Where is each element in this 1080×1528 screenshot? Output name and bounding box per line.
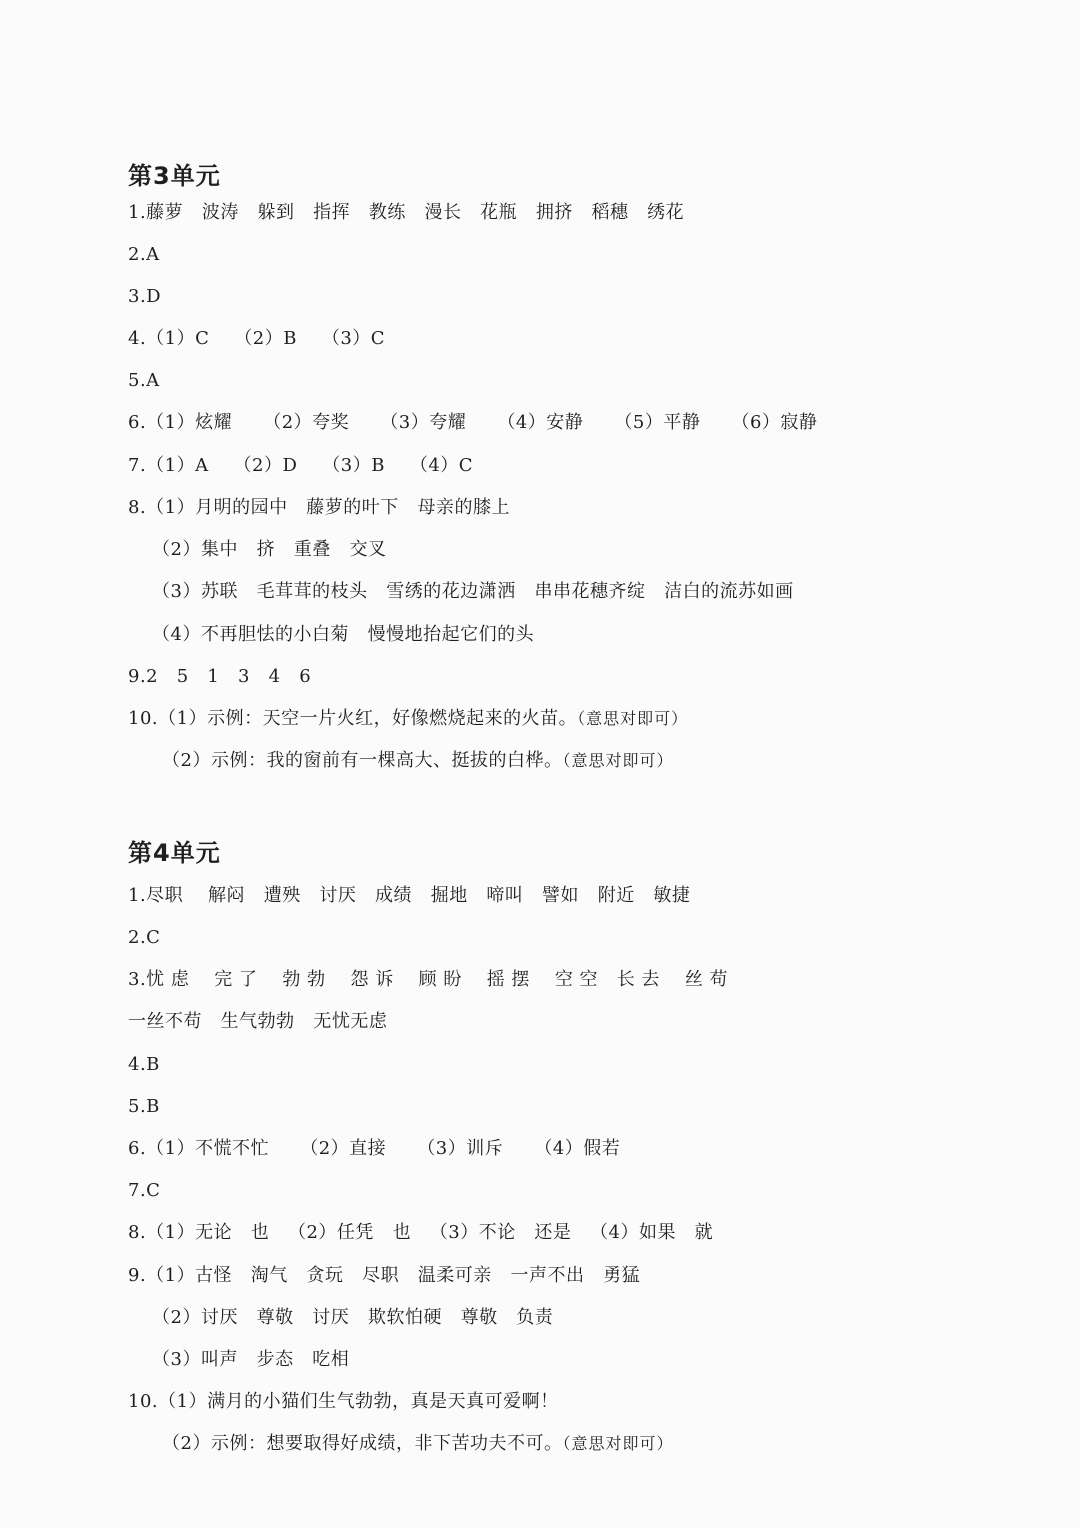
unit3-q5: 5.A	[128, 370, 160, 391]
unit3-q8-part1: 8.（1）月明的园中 藤萝的叶下 母亲的膝上	[128, 497, 510, 518]
unit3-heading: 第3单元	[128, 162, 221, 190]
unit3-q8-part4: （4）不再胆怯的小白菊 慢慢地抬起它们的头	[152, 624, 535, 645]
unit4-q9-part2: （2）讨厌 尊敬 讨厌 欺软怕硬 尊敬 负责	[152, 1307, 554, 1328]
unit4-q7: 7.C	[128, 1180, 161, 1201]
unit4-q10-part2	[162, 1432, 673, 1456]
unit4-q3: 3.忧 虑 完 了 勃 勃 怨 诉 顾 盼 摇 摆 空 空 长 去 丝 苟	[128, 969, 729, 990]
unit4-q10-part2-note: （意思对即可）	[562, 1434, 674, 1453]
unit4-q4: 4.B	[128, 1054, 160, 1075]
unit4-q5: 5.B	[128, 1096, 160, 1117]
unit3-q10-part2	[162, 749, 673, 773]
unit4-q10-part1: 10.（1）满月的小猫们生气勃勃，真是天真可爱啊！	[128, 1391, 559, 1412]
unit3-q8-part3: （3）苏联 毛茸茸的枝头 雪绣的花边潇洒 串串花穗齐绽 洁白的流苏如画	[152, 581, 794, 602]
unit3-q3: 3.D	[128, 286, 162, 307]
unit3-q9: 9.2 5 1 3 4 6	[128, 666, 312, 687]
unit4-q8: 8.（1）无论 也 （2）任凭 也 （3）不论 还是 （4）如果 就	[128, 1222, 714, 1243]
unit3-q2: 2.A	[128, 244, 160, 265]
unit4-q9-part1: 9.（1）古怪 淘气 贪玩 尽职 温柔可亲 一声不出 勇猛	[128, 1265, 641, 1286]
unit4-heading: 第4单元	[128, 839, 221, 867]
unit3-q10-part2-text: （2）示例：我的窗前有一棵高大、挺拔的白桦。	[162, 750, 563, 771]
unit4-q6: 6.（1）不慌不忙 （2）直接 （3）训斥 （4）假若	[128, 1138, 621, 1159]
unit4-q3-idioms: 一丝不苟 生气勃勃 无忧无虑	[128, 1011, 388, 1032]
unit4-q1: 1.尽职 解闷 遭殃 讨厌 成绩 掘地 啼叫 譬如 附近 敏捷	[128, 885, 691, 906]
unit3-q1: 1.藤萝 波涛 躲到 指挥 教练 漫长 花瓶 拥挤 稻穗 绣花	[128, 202, 685, 223]
unit4-q2: 2.C	[128, 927, 161, 948]
unit3-q10-part2-note: （意思对即可）	[562, 751, 674, 770]
unit3-q10-part1	[128, 707, 688, 731]
unit3-q10-part1-text: 10.（1）示例：天空一片火红，好像燃烧起来的火苗。	[128, 708, 578, 729]
unit3-q6: 6.（1）炫耀 （2）夸奖 （3）夸耀 （4）安静 （5）平静 （6）寂静	[128, 412, 818, 433]
unit3-q4: 4.（1）C （2）B （3）C	[128, 328, 386, 349]
unit3-q10-part1-note: （意思对即可）	[577, 709, 689, 728]
unit4-q9-part3: （3）叫声 步态 吃相	[152, 1349, 350, 1370]
unit3-q8-part2: （2）集中 挤 重叠 交叉	[152, 539, 387, 560]
unit3-q7: 7.（1）A （2）D （3）B （4）C	[128, 455, 474, 476]
unit4-q10-part2-text: （2）示例：想要取得好成绩，非下苦功夫不可。	[162, 1433, 563, 1454]
